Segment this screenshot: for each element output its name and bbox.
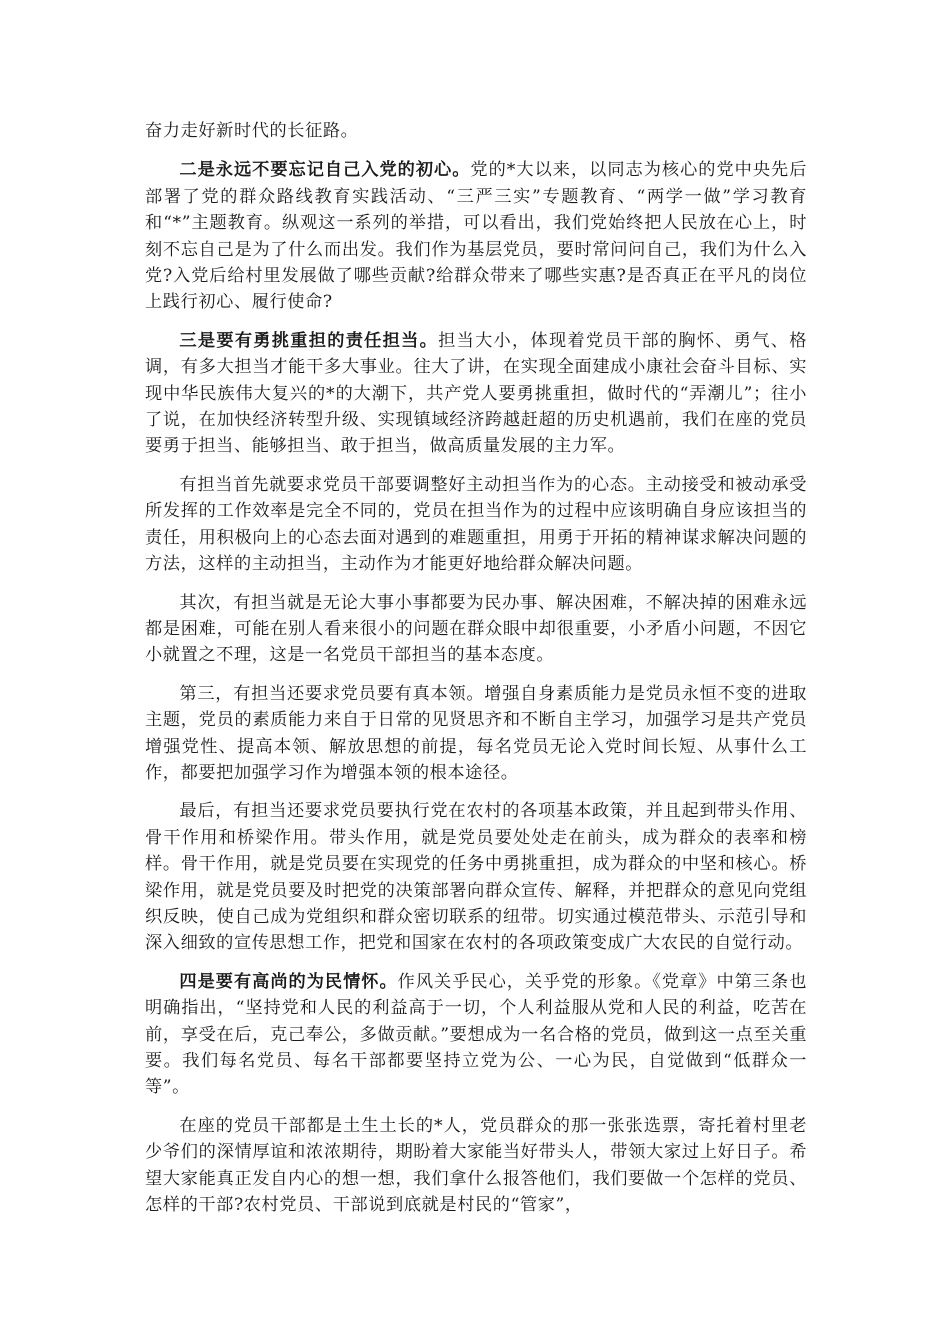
document-page bbox=[145, 118, 807, 1230]
paragraph-body bbox=[145, 798, 807, 956]
paragraph-text: 作风关乎民心，关乎党的形象。《党章》中第三条也明确指出，“坚持党和人民的利益高于一切，个人利益服从党和人民的利益，吃苦在前，享受在后，克己奉公，多做贡献。”要想成为一名合格的党员，做到这一点至关重要。我们每名党员、每名干部都要坚持立党为公、一心为民，自觉做到“低群众一等”。 bbox=[145, 971, 807, 1098]
paragraph-text: 最后，有担当还要求党员要执行党在农村的各项基本政策，并且起到带头作用、骨干作用和桥梁作用。带头作用，就是党员要处处走在前头，成为群众的表率和榜样。骨干作用，就是党员要在实现党的任务中勇挑重担，成为群众的中坚和核心。桥梁作用，就是党员要及时把党的决策部署向群众宣传、解释，并把群众的意见向党组织反映，使自己成为党组织和群众密切联系的纽带。切实通过模范带头、示范引导和深入细致的宣传思想工作，把党和国家在农村的各项政策变成广大农民的自觉行动。 bbox=[145, 801, 807, 954]
paragraph-text: 其次，有担当就是无论大事小事都要为民办事、解决困难，不解决掉的困难永远都是困难，可能在别人看来很小的问题在群众眼中却很重要，小矛盾小问题，不因它小就置之不理，这是一名党员干部担当的基本态度。 bbox=[145, 592, 807, 666]
paragraph-body bbox=[145, 1113, 807, 1219]
paragraph-text: 在座的党员干部都是土生土长的*人，党员群众的那一张张选票，寄托着村里老少爷们的深情厚谊和浓浓期待，期盼着大家能当好带头人，带领大家过上好日子。希望大家能真正发自内心的想一想，我们拿什么报答他们，我们要做一个怎样的党员、怎样的干部?农村党员、干部说到底就是村民的“管家”， bbox=[145, 1115, 807, 1216]
paragraph-body bbox=[145, 472, 807, 578]
paragraph-point-two bbox=[145, 157, 807, 315]
paragraph-point-four bbox=[145, 969, 807, 1101]
paragraph-text: 有担当首先就要求党员干部要调整好主动担当作为的心态。主动接受和被动承受所发挥的工作效率是完全不同的，党员在担当作为的过程中应该明确自身应该担当的责任，用积极向上的心态去面对遇到的难题重担，用勇于开拓的精神谋求解决问题的方法，这样的主动担当，主动作为才能更好地给群众解决问题。 bbox=[145, 474, 807, 575]
paragraph-point-three bbox=[145, 328, 807, 460]
paragraph-body bbox=[145, 590, 807, 669]
paragraph-heading: 二是永远不要忘记自己入党的初心。 bbox=[179, 160, 471, 181]
paragraph-body bbox=[145, 681, 807, 787]
paragraph-heading: 三是要有勇挑重担的责任担当。 bbox=[179, 330, 439, 351]
paragraph-text: 党的*大以来，以同志为核心的党中央先后部署了党的群众路线教育实践活动、“三严三实”专题教育、“两学一做”学习教育和“*”主题教育。纵观这一系列的举措，可以看出，我们党始终把人民放在心上，时刻不忘自己是为了什么而出发。我们作为基层党员，要时常问问自己，我们为什么入党?入党后给村里发展做了哪些贡献?给群众带来了哪些实惠?是否真正在平凡的岗位上践行初心、履行使命? bbox=[145, 160, 807, 313]
paragraph-continuation bbox=[145, 118, 807, 144]
paragraph-text: 第三，有担当还要求党员要有真本领。增强自身素质能力是党员永恒不变的进取主题，党员的素质能力来自于日常的见贤思齐和不断自主学习，加强学习是共产党员增强党性、提高本领、解放思想的前提，每名党员无论入党时间长短、从事什么工作，都要把加强学习作为增强本领的根本途径。 bbox=[145, 683, 807, 783]
paragraph-heading: 四是要有高尚的为民情怀。 bbox=[179, 971, 398, 992]
paragraph-text: 奋力走好新时代的长征路。 bbox=[145, 121, 359, 141]
paragraph-text: 担当大小，体现着党员干部的胸怀、勇气、格调，有多大担当才能干多大事业。往大了讲，在实现全面建成小康社会奋斗目标、实现中华民族伟大复兴的*的大潮下，共产党人要勇挑重担，做时代的“弄潮儿”；往小了说，在加快经济转型升级、实现镇域经济跨越赶超的历史机遇前，我们在座的党员要勇于担当、能够担当、敢于担当，做高质量发展的主力军。 bbox=[145, 330, 807, 457]
